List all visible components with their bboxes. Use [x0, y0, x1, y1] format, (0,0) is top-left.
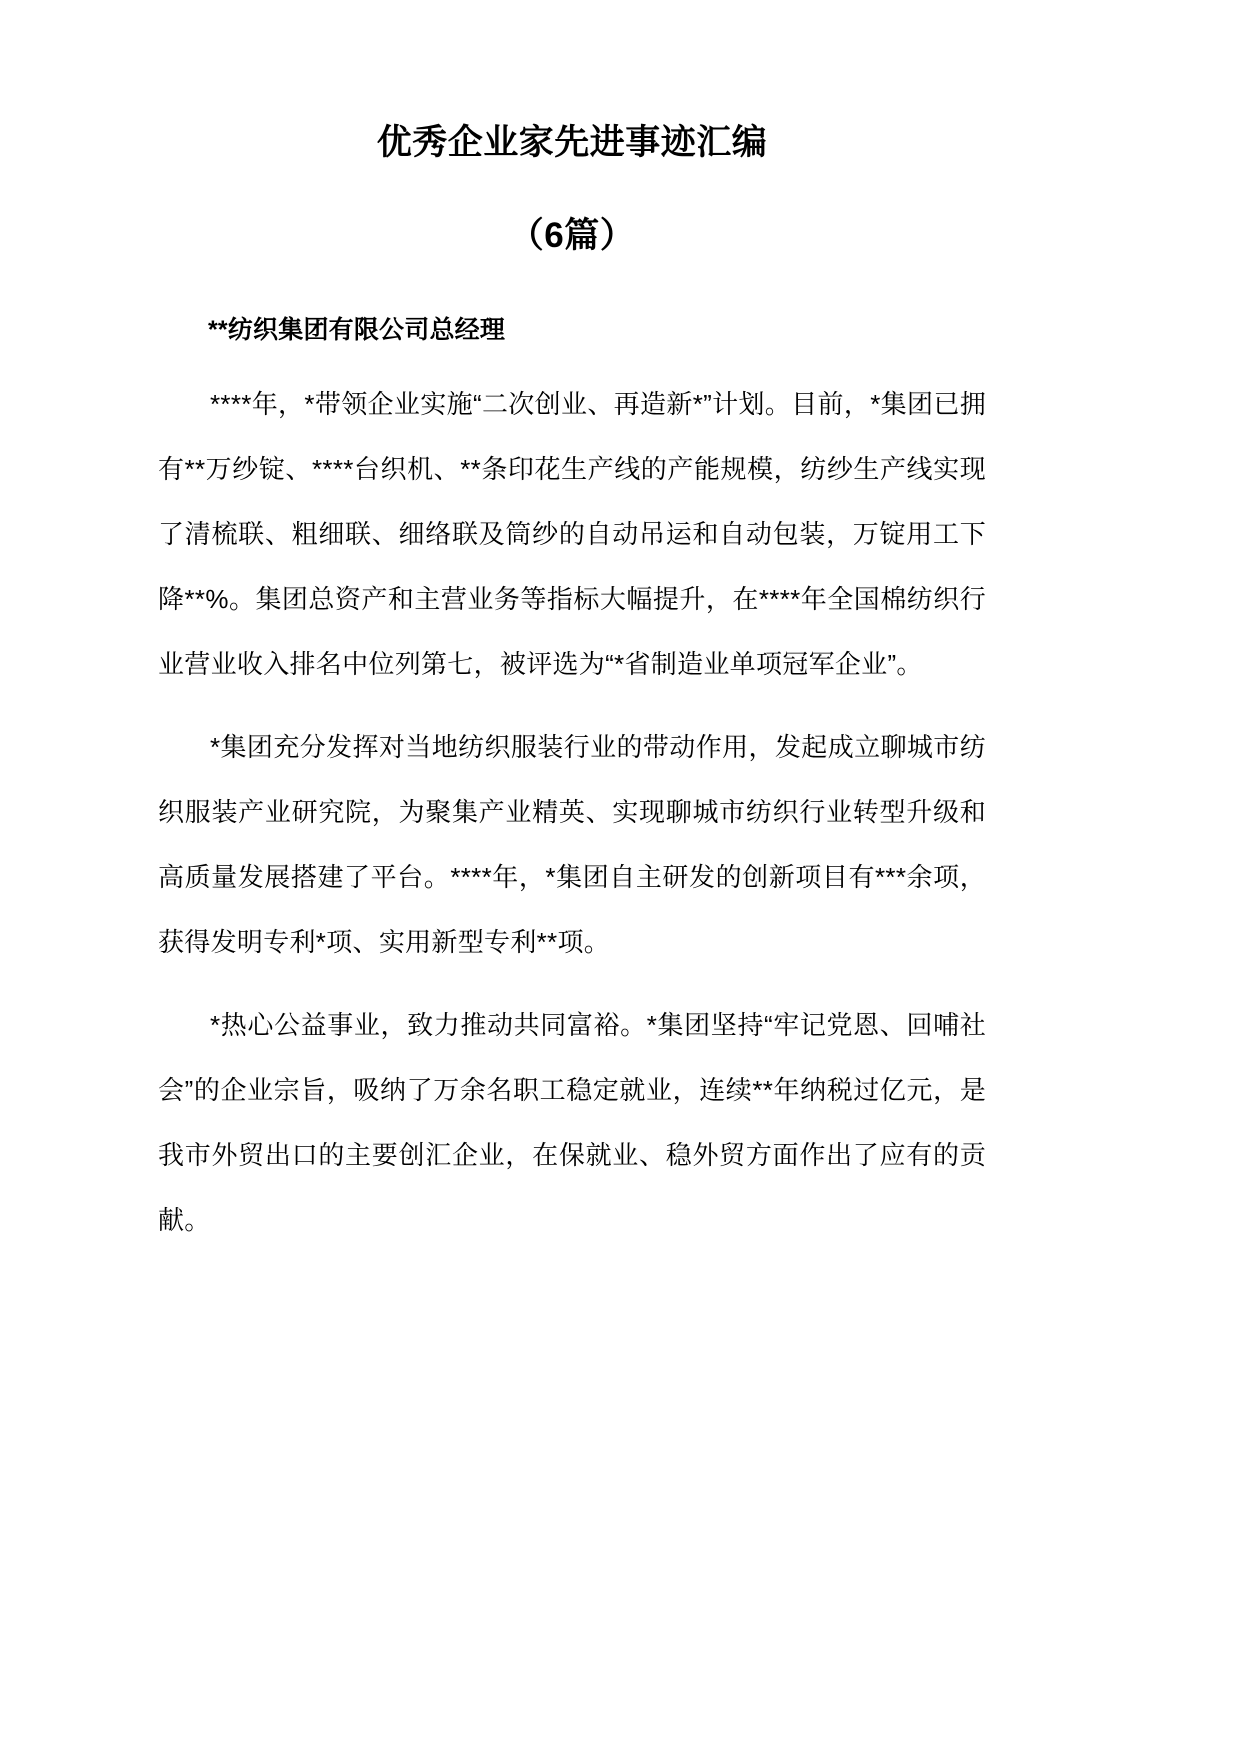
body-paragraph: ****年，*带领企业实施“二次创业、再造新*”计划。目前，*集团已拥有**万纱锭、****台织机、**条印花生产线的产能规模，纺纱生产线实现了清梳联、粗细联、细络联及筒纱的自动吊运和自动包装，万锭用工下降**%。集团总资产和主营业务等指标大幅提升，在****年全国棉纺织行业营业收入排名中位列第七，被评选为“*省制造业单项冠军企业”。	[158, 388, 986, 679]
body-paragraph: *热心公益事业，致力推动共同富裕。*集团坚持“牢记党恩、回哺社会”的企业宗旨，吸纳了万余名职工稳定就业，连续**年纳税过亿元，是我市外贸出口的主要创汇企业，在保就业、稳外贸方面作出了应有的贡献。	[158, 1009, 986, 1235]
document-content	[158, 118, 986, 1253]
page-subtitle: （6篇）	[508, 215, 636, 255]
section-heading: **纺织集团有限公司总经理	[208, 315, 506, 344]
body-paragraph: *集团充分发挥对当地纺织服装行业的带动作用，发起成立聊城市纺织服装产业研究院，为聚集产业精英、实现聊城市纺织行业转型升级和高质量发展搭建了平台。****年，*集团自主研发的创新项目有***余项，获得发明专利*项、实用新型专利**项。	[158, 731, 986, 957]
page-title: 优秀企业家先进事迹汇编	[376, 123, 768, 162]
